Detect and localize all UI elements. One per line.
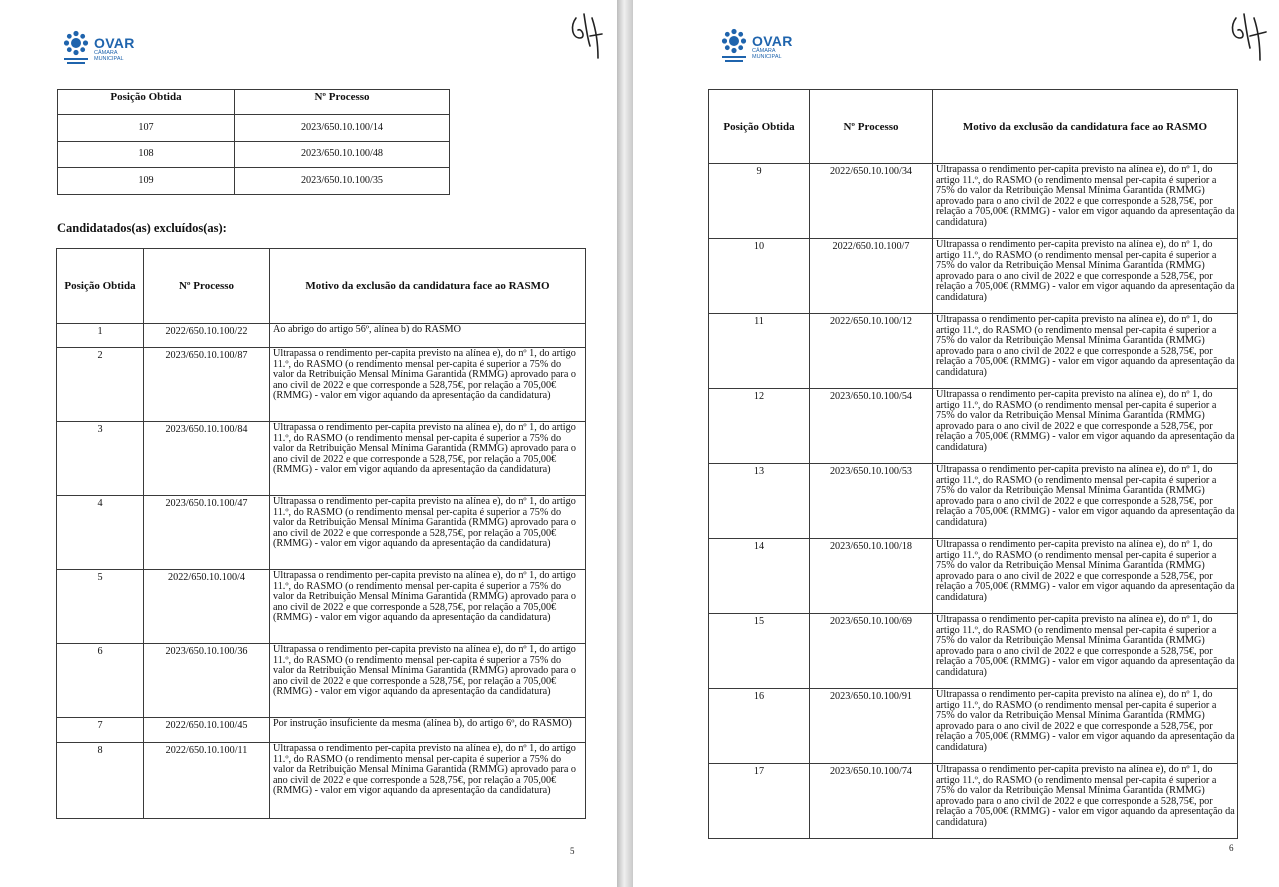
- excluded-table-continued: [708, 89, 1238, 839]
- table-row: [57, 324, 586, 348]
- position-cell: 107: [58, 115, 235, 142]
- page-number: 6: [1229, 843, 1234, 853]
- process-cell: 2022/650.10.100/11: [144, 743, 270, 819]
- process-cell: 2023/650.10.100/87: [144, 348, 270, 422]
- logo-name: OVAR: [752, 33, 793, 49]
- admitted-header-process: Nº Processo: [235, 90, 450, 115]
- page-number: 5: [570, 846, 575, 856]
- table-row: [57, 743, 586, 819]
- table-row: [709, 539, 1238, 614]
- table-row: [709, 389, 1238, 464]
- position-cell: 6: [57, 644, 144, 718]
- position-cell: 13: [709, 464, 810, 539]
- process-cell: 2022/650.10.100/4: [144, 570, 270, 644]
- reason-cell: Ultrapassa o rendimento per-capita previsto na alínea e), do nº 1, do artigo 11.º, do RASMO (o rendimento mensal per-capita é superior a 75% do valor da Retribuição Mensal Mínima Garantida (RMMG) aprovado para o ano civil de 2022 e que corresponde a 528,75€, por relação a 705,00€ (RMMG) - valor em vigor aquando da apresentação da candidatura): [270, 496, 586, 570]
- process-cell: 2022/650.10.100/45: [144, 718, 270, 743]
- ovar-emblem-icon: [718, 28, 750, 66]
- reason-cell: Ultrapassa o rendimento per-capita previsto na alínea e), do nº 1, do artigo 11.º, do RASMO (o rendimento mensal per-capita é superior a 75% do valor da Retribuição Mensal Mínima Garantida (RMMG) aprovado para o ano civil de 2022 e que corresponde a 528,75€, por relação a 705,00€ (RMMG) - valor em vigor aquando da apresentação da candidatura): [933, 164, 1238, 239]
- process-cell: 2022/650.10.100/7: [810, 239, 933, 314]
- table-row: [709, 689, 1238, 764]
- header-process: Nº Processo: [810, 90, 933, 164]
- process-cell: 2023/650.10.100/14: [235, 115, 450, 142]
- table-row: [57, 644, 586, 718]
- page-5: [0, 0, 617, 887]
- admitted-header-position: Posição Obtida: [58, 90, 235, 115]
- process-cell: 2023/650.10.100/54: [810, 389, 933, 464]
- position-cell: 8: [57, 743, 144, 819]
- position-cell: 16: [709, 689, 810, 764]
- position-cell: 109: [58, 168, 235, 195]
- header-position: Posição Obtida: [709, 90, 810, 164]
- handwritten-signature: [568, 8, 608, 66]
- logo-sub-2: MUNICIPAL: [752, 54, 782, 60]
- table-row: [709, 314, 1238, 389]
- reason-cell: Ultrapassa o rendimento per-capita previsto na alínea e), do nº 1, do artigo 11.º, do RASMO (o rendimento mensal per-capita é superior a 75% do valor da Retribuição Mensal Mínima Garantida (RMMG) aprovado para o ano civil de 2022 e que corresponde a 528,75€, por relação a 705,00€ (RMMG) - valor em vigor aquando da apresentação da candidatura): [933, 389, 1238, 464]
- table-row: [58, 115, 450, 142]
- position-cell: 15: [709, 614, 810, 689]
- table-row: [58, 168, 450, 195]
- reason-cell: Ultrapassa o rendimento per-capita previsto na alínea e), do nº 1, do artigo 11.º, do RASMO (o rendimento mensal per-capita é superior a 75% do valor da Retribuição Mensal Mínima Garantida (RMMG) aprovado para o ano civil de 2022 e que corresponde a 528,75€, por relação a 705,00€ (RMMG) - valor em vigor aquando da apresentação da candidatura): [270, 422, 586, 496]
- process-cell: 2022/650.10.100/12: [810, 314, 933, 389]
- table-row: [709, 764, 1238, 839]
- reason-cell: Ao abrigo do artigo 56º, alínea b) do RASMO: [270, 324, 586, 348]
- position-cell: 14: [709, 539, 810, 614]
- table-row: [709, 239, 1238, 314]
- ovar-logo: [60, 30, 135, 68]
- header-reason: Motivo da exclusão da candidatura face ao RASMO: [270, 249, 586, 324]
- position-cell: 11: [709, 314, 810, 389]
- table-row: [58, 142, 450, 168]
- reason-cell: Ultrapassa o rendimento per-capita previsto na alínea e), do nº 1, do artigo 11.º, do RASMO (o rendimento mensal per-capita é superior a 75% do valor da Retribuição Mensal Mínima Garantida (RMMG) aprovado para o ano civil de 2022 e que corresponde a 528,75€, por relação a 705,00€ (RMMG) - valor em vigor aquando da apresentação da candidatura): [270, 348, 586, 422]
- table-row: [57, 570, 586, 644]
- position-cell: 9: [709, 164, 810, 239]
- process-cell: 2023/650.10.100/74: [810, 764, 933, 839]
- position-cell: 2: [57, 348, 144, 422]
- page-6: [633, 0, 1279, 887]
- position-cell: 12: [709, 389, 810, 464]
- table-row: [709, 164, 1238, 239]
- table-row: [709, 464, 1238, 539]
- reason-cell: Por instrução insuficiente da mesma (alínea b), do artigo 6º, do RASMO): [270, 718, 586, 743]
- header-process: Nº Processo: [144, 249, 270, 324]
- reason-cell: Ultrapassa o rendimento per-capita previsto na alínea e), do nº 1, do artigo 11.º, do RASMO (o rendimento mensal per-capita é superior a 75% do valor da Retribuição Mensal Mínima Garantida (RMMG) aprovado para o ano civil de 2022 e que corresponde a 528,75€, por relação a 705,00€ (RMMG) - valor em vigor aquando da apresentação da candidatura): [270, 743, 586, 819]
- reason-cell: Ultrapassa o rendimento per-capita previsto na alínea e), do nº 1, do artigo 11.º, do RASMO (o rendimento mensal per-capita é superior a 75% do valor da Retribuição Mensal Mínima Garantida (RMMG) aprovado para o ano civil de 2022 e que corresponde a 528,75€, por relação a 705,00€ (RMMG) - valor em vigor aquando da apresentação da candidatura): [933, 539, 1238, 614]
- logo-sub-1: CÂMARA: [94, 50, 118, 56]
- process-cell: 2023/650.10.100/18: [810, 539, 933, 614]
- header-position: Posição Obtida: [57, 249, 144, 324]
- ovar-logo: [718, 28, 793, 66]
- table-row: [57, 496, 586, 570]
- reason-cell: Ultrapassa o rendimento per-capita previsto na alínea e), do nº 1, do artigo 11.º, do RASMO (o rendimento mensal per-capita é superior a 75% do valor da Retribuição Mensal Mínima Garantida (RMMG) aprovado para o ano civil de 2022 e que corresponde a 528,75€, por relação a 705,00€ (RMMG) - valor em vigor aquando da apresentação da candidatura): [270, 570, 586, 644]
- process-cell: 2022/650.10.100/34: [810, 164, 933, 239]
- table-row: [57, 422, 586, 496]
- reason-cell: Ultrapassa o rendimento per-capita previsto na alínea e), do nº 1, do artigo 11.º, do RASMO (o rendimento mensal per-capita é superior a 75% do valor da Retribuição Mensal Mínima Garantida (RMMG) aprovado para o ano civil de 2022 e que corresponde a 528,75€, por relação a 705,00€ (RMMG) - valor em vigor aquando da apresentação da candidatura): [270, 644, 586, 718]
- position-cell: 108: [58, 142, 235, 168]
- logo-name: OVAR: [94, 35, 135, 51]
- position-cell: 10: [709, 239, 810, 314]
- position-cell: 4: [57, 496, 144, 570]
- process-cell: 2023/650.10.100/84: [144, 422, 270, 496]
- reason-cell: Ultrapassa o rendimento per-capita previsto na alínea e), do nº 1, do artigo 11.º, do RASMO (o rendimento mensal per-capita é superior a 75% do valor da Retribuição Mensal Mínima Garantida (RMMG) aprovado para o ano civil de 2022 e que corresponde a 528,75€, por relação a 705,00€ (RMMG) - valor em vigor aquando da apresentação da candidatura): [933, 689, 1238, 764]
- process-cell: 2023/650.10.100/53: [810, 464, 933, 539]
- process-cell: 2023/650.10.100/91: [810, 689, 933, 764]
- handwritten-signature: [1228, 8, 1270, 66]
- process-cell: 2023/650.10.100/48: [235, 142, 450, 168]
- process-cell: 2023/650.10.100/36: [144, 644, 270, 718]
- position-cell: 1: [57, 324, 144, 348]
- reason-cell: Ultrapassa o rendimento per-capita previsto na alínea e), do nº 1, do artigo 11.º, do RASMO (o rendimento mensal per-capita é superior a 75% do valor da Retribuição Mensal Mínima Garantida (RMMG) aprovado para o ano civil de 2022 e que corresponde a 528,75€, por relação a 705,00€ (RMMG) - valor em vigor aquando da apresentação da candidatura): [933, 614, 1238, 689]
- table-row: [709, 614, 1238, 689]
- header-reason: Motivo da exclusão da candidatura face ao RASMO: [933, 90, 1238, 164]
- reason-cell: Ultrapassa o rendimento per-capita previsto na alínea e), do nº 1, do artigo 11.º, do RASMO (o rendimento mensal per-capita é superior a 75% do valor da Retribuição Mensal Mínima Garantida (RMMG) aprovado para o ano civil de 2022 e que corresponde a 528,75€, por relação a 705,00€ (RMMG) - valor em vigor aquando da apresentação da candidatura): [933, 464, 1238, 539]
- excluded-section-title: Candidatados(as) excluídos(as):: [57, 221, 227, 235]
- process-cell: 2022/650.10.100/22: [144, 324, 270, 348]
- logo-sub-2: MUNICIPAL: [94, 56, 124, 62]
- table-row: [57, 348, 586, 422]
- reason-cell: Ultrapassa o rendimento per-capita previsto na alínea e), do nº 1, do artigo 11.º, do RASMO (o rendimento mensal per-capita é superior a 75% do valor da Retribuição Mensal Mínima Garantida (RMMG) aprovado para o ano civil de 2022 e que corresponde a 528,75€, por relação a 705,00€ (RMMG) - valor em vigor aquando da apresentação da candidatura): [933, 314, 1238, 389]
- ovar-emblem-icon: [60, 30, 92, 68]
- table-row: [57, 718, 586, 743]
- process-cell: 2023/650.10.100/47: [144, 496, 270, 570]
- process-cell: 2023/650.10.100/35: [235, 168, 450, 195]
- position-cell: 5: [57, 570, 144, 644]
- admitted-table: [57, 89, 450, 195]
- position-cell: 7: [57, 718, 144, 743]
- position-cell: 17: [709, 764, 810, 839]
- page-gutter: [617, 0, 633, 887]
- reason-cell: Ultrapassa o rendimento per-capita previsto na alínea e), do nº 1, do artigo 11.º, do RASMO (o rendimento mensal per-capita é superior a 75% do valor da Retribuição Mensal Mínima Garantida (RMMG) aprovado para o ano civil de 2022 e que corresponde a 528,75€, por relação a 705,00€ (RMMG) - valor em vigor aquando da apresentação da candidatura): [933, 239, 1238, 314]
- reason-cell: Ultrapassa o rendimento per-capita previsto na alínea e), do nº 1, do artigo 11.º, do RASMO (o rendimento mensal per-capita é superior a 75% do valor da Retribuição Mensal Mínima Garantida (RMMG) aprovado para o ano civil de 2022 e que corresponde a 528,75€, por relação a 705,00€ (RMMG) - valor em vigor aquando da apresentação da candidatura): [933, 764, 1238, 839]
- process-cell: 2023/650.10.100/69: [810, 614, 933, 689]
- logo-sub-1: CÂMARA: [752, 48, 776, 54]
- position-cell: 3: [57, 422, 144, 496]
- excluded-table: [56, 248, 586, 819]
